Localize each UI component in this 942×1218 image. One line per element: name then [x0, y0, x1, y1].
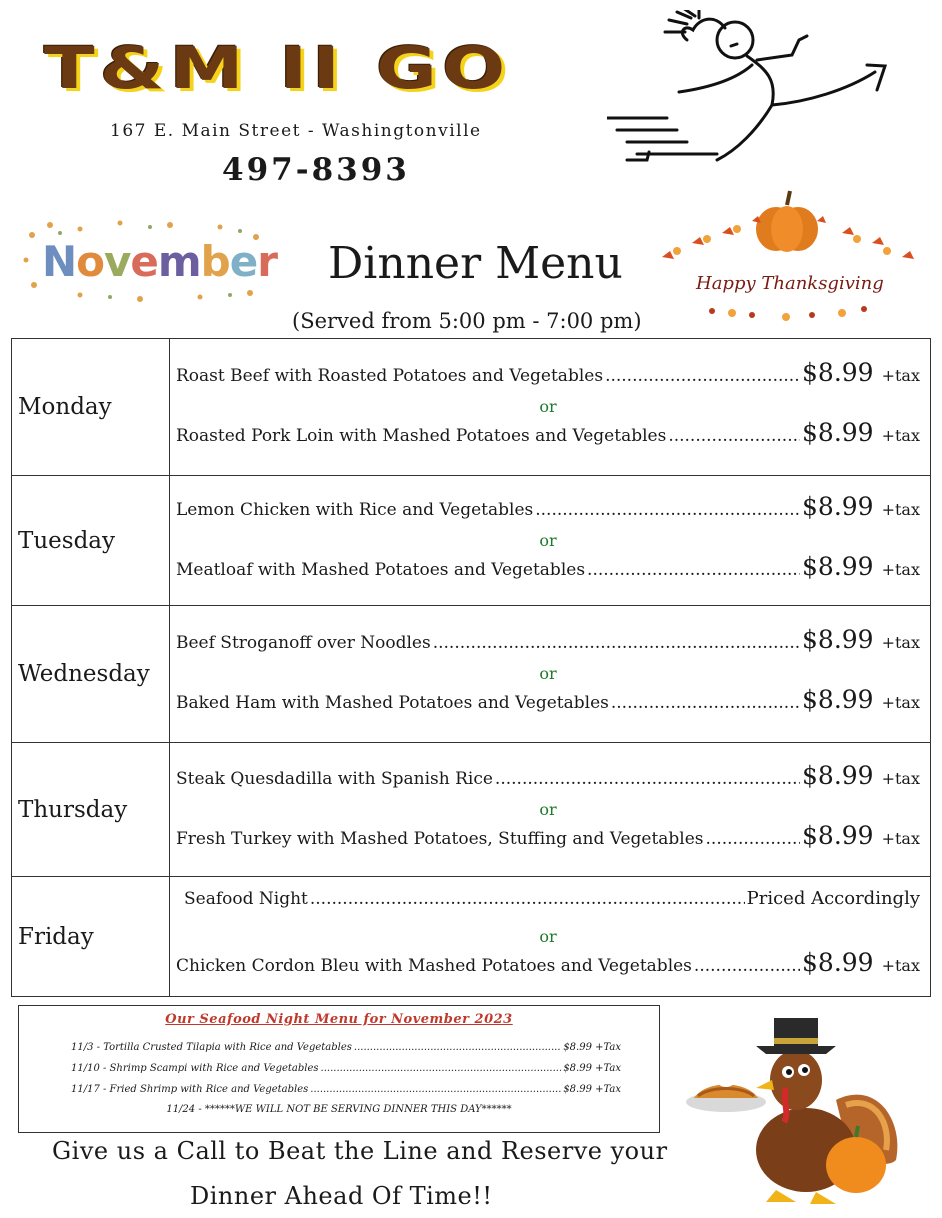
menu-options: [170, 877, 931, 997]
leader-dots: [321, 1063, 562, 1074]
or-separator: or: [539, 397, 557, 416]
menu-item: [176, 418, 920, 456]
call-to-action-line-2: Dinner Ahead Of Time!!: [190, 1182, 493, 1210]
menu-row-monday: [12, 339, 931, 476]
leader-dots: [433, 633, 800, 653]
turkey-pilgrim-icon: [686, 1010, 906, 1205]
item-name: Baked Ham with Mashed Potatoes and Vegetables: [176, 693, 609, 713]
day-label: Monday: [12, 339, 170, 476]
menu-row-friday: [12, 877, 931, 997]
item-price: $8.99: [802, 358, 874, 387]
brand-name: T&M II GO: [44, 34, 511, 102]
item-price: $8.99: [802, 820, 874, 850]
menu-item: [176, 552, 920, 590]
menu-item: [176, 948, 920, 986]
leader-dots: [495, 769, 800, 789]
leader-dots: [535, 500, 800, 520]
item-name: Chicken Cordon Bleu with Mashed Potatoes and Vegetables: [176, 955, 692, 976]
leader-dots: [587, 560, 800, 580]
item-price: $8.99: [802, 760, 874, 790]
item-price: $8.99: [802, 947, 874, 977]
weekly-menu-table: [11, 338, 931, 997]
item-price: $8.99: [802, 625, 874, 654]
item-name: Fresh Turkey with Mashed Potatoes, Stuffing and Vegetables: [176, 828, 704, 849]
tax-label: +tax: [881, 633, 920, 652]
item-price: $8.99: [802, 418, 874, 447]
item-name: Roast Beef with Roasted Potatoes and Vegetables: [176, 366, 604, 386]
menu-item: [176, 761, 920, 799]
leader-dots: [310, 889, 745, 909]
item-name: Meatloaf with Mashed Potatoes and Vegetables: [176, 559, 586, 580]
tax-label: +tax: [881, 499, 920, 519]
leader-dots: [706, 829, 800, 849]
item-name: Steak Quesdadilla with Spanish Rice: [176, 768, 493, 789]
menu-options: [170, 476, 931, 606]
day-label: Wednesday: [12, 606, 170, 743]
menu-row-tuesday: [12, 476, 931, 606]
november-badge: [20, 215, 277, 305]
menu-item: [176, 358, 920, 396]
leader-dots: [354, 1042, 561, 1053]
seafood-item-price: $8.99 +Tax: [563, 1042, 621, 1053]
or-separator: or: [539, 664, 557, 683]
or-separator: or: [539, 799, 557, 819]
seafood-note: 11/24 - ******WE WILL NOT BE SERVING DINNER THIS DAY******: [166, 1104, 512, 1115]
address: 167 E. Main Street - Washingtonville: [110, 121, 482, 141]
phone-number: 497-8393: [222, 152, 410, 188]
tax-label: +tax: [881, 366, 920, 385]
item-name: Seafood Night: [184, 888, 308, 909]
seafood-night-menu: [18, 1005, 660, 1133]
day-label: Tuesday: [12, 476, 170, 606]
tax-label: +tax: [881, 426, 920, 445]
page-title: Dinner Menu: [328, 238, 623, 289]
tax-label: +tax: [881, 559, 920, 579]
menu-item: [176, 625, 920, 663]
call-to-action-line-1: Give us a Call to Beat the Line and Reserve your: [52, 1137, 668, 1165]
item-name: Roasted Pork Loin with Mashed Potatoes and Vegetables: [176, 426, 667, 446]
tax-label: +tax: [881, 955, 920, 975]
seafood-item-price: $8.99 +Tax: [563, 1063, 621, 1074]
november-label: November: [42, 237, 277, 286]
item-price: $8.99: [802, 491, 874, 521]
tax-label: +tax: [881, 768, 920, 788]
seafood-item: [71, 1084, 621, 1095]
leader-dots: [611, 693, 800, 713]
running-man-icon: [607, 10, 892, 170]
thanksgiving-badge: [652, 185, 920, 325]
seafood-item-label: 11/3 - Tortilla Crusted Tilapia with Rice and Vegetables: [71, 1042, 352, 1053]
item-price: $8.99: [802, 685, 874, 714]
or-separator: or: [539, 926, 557, 946]
seafood-item-price: $8.99 +Tax: [563, 1084, 621, 1095]
day-label: Friday: [12, 877, 170, 997]
menu-options: [170, 606, 931, 743]
leader-dots: [310, 1084, 561, 1095]
seafood-item-label: 11/10 - Shrimp Scampi with Rice and Vegetables: [71, 1063, 319, 1074]
item-price: $8.99: [802, 551, 874, 581]
menu-item: [176, 685, 920, 723]
menu-item: [176, 888, 920, 926]
thanksgiving-label: Happy Thanksgiving: [696, 273, 884, 294]
leader-dots: [668, 426, 800, 446]
menu-item: [176, 492, 920, 530]
item-name: Lemon Chicken with Rice and Vegetables: [176, 499, 534, 520]
seafood-title: Our Seafood Night Menu for November 2023: [165, 1012, 513, 1027]
serving-hours: (Served from 5:00 pm - 7:00 pm): [292, 309, 642, 333]
tax-label: +tax: [881, 693, 920, 712]
menu-row-wednesday: [12, 606, 931, 743]
seafood-item-label: 11/17 - Fried Shrimp with Rice and Vegetables: [71, 1084, 309, 1095]
seafood-item: [71, 1042, 621, 1053]
pumpkin-icon: [652, 185, 920, 325]
leader-dots: [694, 956, 800, 976]
leader-dots: [605, 366, 800, 386]
menu-options: [170, 339, 931, 476]
seafood-item: [71, 1063, 621, 1074]
tax-label: +tax: [881, 828, 920, 848]
menu-row-thursday: [12, 743, 931, 877]
day-label: Thursday: [12, 743, 170, 877]
menu-options: [170, 743, 931, 877]
item-price: Priced Accordingly: [746, 887, 920, 909]
brand-logo: [44, 34, 614, 102]
menu-item: [176, 821, 920, 859]
or-separator: or: [539, 530, 557, 550]
item-name: Beef Stroganoff over Noodles: [176, 633, 431, 653]
